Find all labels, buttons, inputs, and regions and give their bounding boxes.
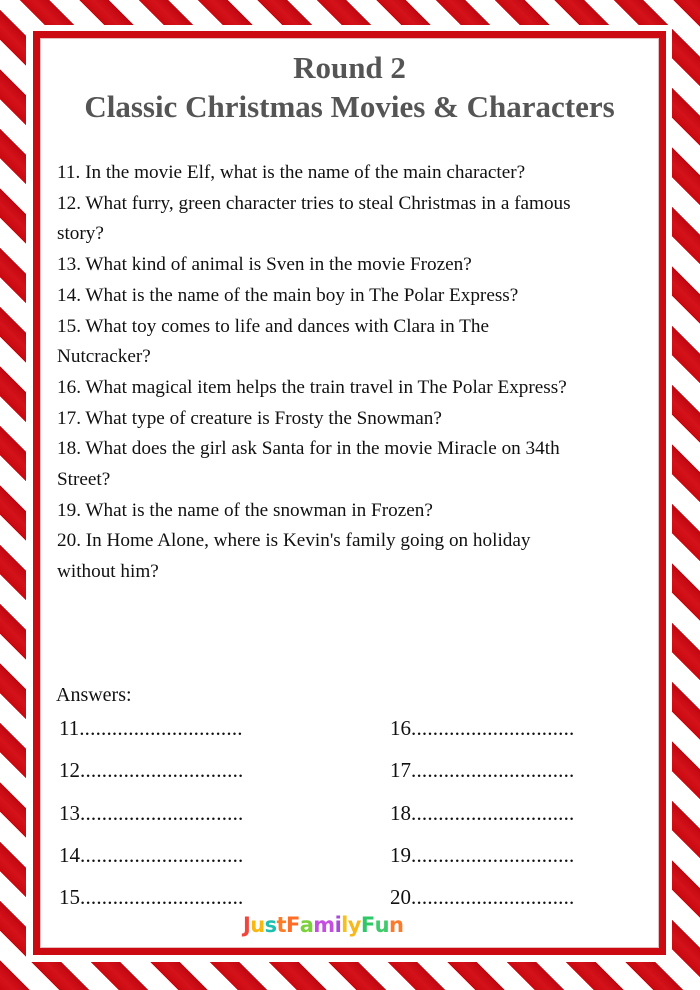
question-line: 11. In the movie Elf, what is the name of the main character? — [57, 162, 526, 183]
answer-line[interactable] — [59, 881, 244, 923]
answer-line[interactable] — [390, 712, 575, 754]
answer-blank: .............................. — [411, 716, 575, 740]
answer-number: 15 — [59, 885, 80, 910]
logo-letter: y — [347, 913, 361, 937]
question-line: Street? — [57, 469, 111, 491]
logo-letter: l — [341, 913, 348, 937]
logo-letter: a — [299, 913, 314, 937]
logo-letter: F — [285, 913, 300, 937]
answer-line[interactable] — [59, 754, 244, 796]
question-line: 19. What is the name of the snowman in Frozen? — [57, 499, 433, 521]
answer-number: 12 — [59, 758, 80, 783]
answer-column-left — [59, 712, 244, 923]
logo-letter: i — [334, 913, 342, 937]
question-line: 15. What toy comes to life and dances with Clara in The — [57, 315, 489, 337]
logo-letter: m — [313, 913, 335, 937]
question-list — [57, 158, 647, 588]
question-line: 12. What furry, green character tries to steal Christmas in a famous — [57, 192, 571, 214]
question-line: 17. What type of creature is Frosty the Snowman? — [57, 407, 442, 429]
question-line: 13. What kind of animal is Sven in the movie Frozen? — [57, 254, 472, 276]
logo-letter: t — [276, 913, 286, 937]
answer-blank: .............................. — [411, 758, 575, 783]
answer-number: 14 — [59, 842, 80, 867]
answer-number: 13 — [59, 800, 80, 825]
answer-number: 17 — [390, 758, 411, 783]
logo-letter: s — [264, 913, 277, 937]
answer-blank: .............................. — [411, 885, 575, 910]
answer-line[interactable] — [390, 797, 575, 839]
answer-line[interactable] — [59, 797, 244, 839]
logo-letter: u — [374, 913, 389, 937]
question-line: story? — [57, 223, 104, 245]
answer-line[interactable] — [59, 712, 244, 754]
answer-number: 18 — [390, 800, 411, 825]
answer-line[interactable] — [390, 839, 575, 881]
round-title: Round 2 — [293, 50, 406, 85]
question-line: Nutcracker? — [57, 346, 151, 368]
question-line: 20. In Home Alone, where is Kevin's family going on holiday — [57, 530, 531, 552]
logo-letter: n — [388, 913, 404, 937]
answer-blank: .............................. — [80, 842, 244, 867]
question-line: 16. What magical item helps the train travel in The Polar Express? — [57, 376, 567, 398]
answer-line[interactable] — [59, 839, 244, 881]
question-line: 14. What is the name of the main boy in The Polar Express? — [57, 284, 519, 306]
answer-blank: .............................. — [411, 842, 575, 867]
answer-blank: .............................. — [80, 800, 244, 825]
logo-letter: J — [243, 913, 251, 937]
round-subtitle: Classic Christmas Movies & Characters — [84, 89, 615, 124]
answer-line[interactable] — [390, 754, 575, 796]
answer-blank: .............................. — [79, 716, 243, 740]
answer-blank: .............................. — [80, 885, 244, 910]
answer-blank: .............................. — [411, 800, 575, 825]
answer-number: 16 — [390, 716, 411, 740]
question-line: without him? — [57, 561, 159, 583]
logo-letter: F — [360, 913, 375, 937]
answer-number: 19 — [390, 842, 411, 867]
answer-number: 11 — [59, 716, 80, 740]
answer-blank: .............................. — [80, 758, 244, 783]
answers-heading: Answers: — [56, 684, 132, 706]
answer-number: 20 — [390, 885, 411, 910]
answer-column-right — [390, 712, 575, 923]
justfamilyfun-logo — [243, 911, 425, 939]
logo-letter: u — [250, 913, 265, 937]
question-line: 18. What does the girl ask Santa for in the movie Miracle on 34th — [57, 438, 560, 460]
